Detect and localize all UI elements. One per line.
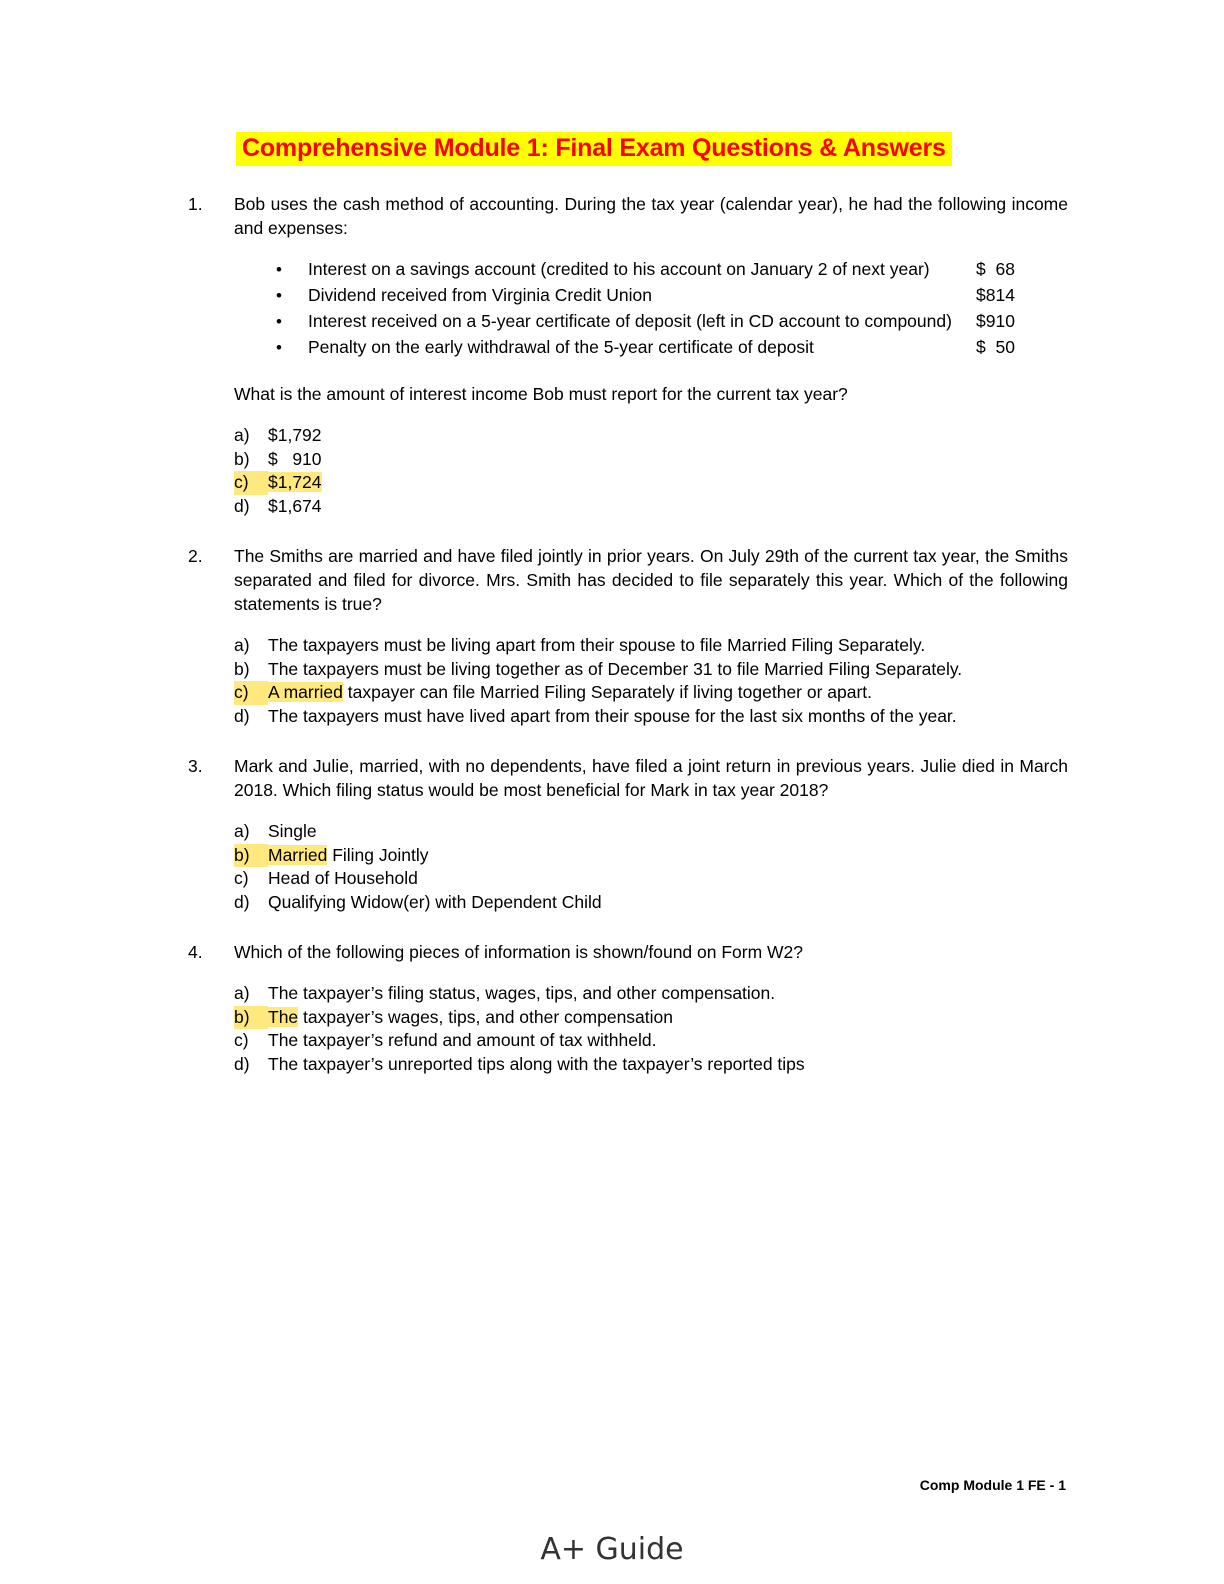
document-content <box>188 132 1068 1076</box>
answer-choice-text: The taxpayers must be living together as of December 31 to file Married Filing Separately. <box>268 658 963 679</box>
question-item <box>188 754 1068 914</box>
answer-choice-letter: a) <box>234 425 250 445</box>
footer-page-info: Comp Module 1 FE - 1 <box>919 1477 1066 1493</box>
list-item <box>272 284 1068 308</box>
answer-choice-text: $1,674 <box>268 495 322 516</box>
list-item <box>272 310 1068 334</box>
answer-choice[interactable] <box>234 448 1068 472</box>
answer-choice-text: The taxpayer’s filing status, wages, tips, and other compensation. <box>268 983 776 1003</box>
answer-choice[interactable] <box>234 634 1068 658</box>
page-title: Comprehensive Module 1: Final Exam Questions & Answers <box>236 132 952 166</box>
list-item-label: Dividend received from Virginia Credit Union <box>308 285 653 305</box>
answer-choice-text: The taxpayer’s unreported tips along with the taxpayer’s reported tips <box>268 1053 805 1074</box>
answer-choice-text: $1,792 <box>268 425 322 445</box>
answer-choice[interactable] <box>234 705 1068 729</box>
question-item <box>188 940 1068 1076</box>
list-item-label: Penalty on the early withdrawal of the 5-year certificate of deposit <box>308 337 814 357</box>
answer-choice-letter: a) <box>234 983 250 1003</box>
list-item-label: Interest received on a 5-year certificate of deposit (left in CD account to compound) <box>308 311 952 331</box>
answer-choice-letter: b) <box>234 448 250 469</box>
list-item <box>272 336 1068 360</box>
list-item-label: Interest on a savings account (credited to his account on January 2 of next year) <box>308 259 930 279</box>
answer-choice[interactable] <box>234 495 1068 519</box>
list-item <box>272 258 1068 282</box>
income-expense-list <box>272 258 1068 360</box>
question-item <box>188 192 1068 518</box>
answer-choice[interactable] <box>234 424 1068 448</box>
question-followup: What is the amount of interest income Bob must report for the current tax year? <box>234 384 848 404</box>
list-item-amount: $910 <box>976 311 1015 331</box>
answer-choice[interactable] <box>234 844 1068 868</box>
answer-choice-letter: a) <box>234 635 250 655</box>
answer-choices <box>234 982 1068 1076</box>
answer-choice-letter: a) <box>234 821 250 841</box>
question-item <box>188 544 1068 728</box>
answer-choice-text: Single <box>268 821 317 841</box>
answer-choice-letter: c) <box>234 471 268 495</box>
question-body <box>234 192 1068 518</box>
answer-choice[interactable] <box>234 681 1068 705</box>
bullet-icon: • <box>276 338 282 357</box>
answer-choice-letter: d) <box>234 705 250 726</box>
answer-choice-letter: b) <box>234 844 268 868</box>
answer-choice-text: $ 910 <box>268 448 322 469</box>
question-number: 1. <box>188 194 203 214</box>
answer-choice-letter: d) <box>234 495 250 516</box>
answer-choice[interactable] <box>234 471 1068 495</box>
answer-choice-letter: c) <box>234 868 249 888</box>
answer-choice-text: The taxpayers must be living apart from their spouse to file Married Filing Separately. <box>268 635 926 655</box>
answer-choice-text: The taxpayer’s wages, tips, and other compensation <box>268 1006 674 1027</box>
question-body <box>234 940 1068 1076</box>
highlighted-answer: The <box>268 1006 299 1027</box>
answer-choices <box>234 634 1068 728</box>
answer-choice-text: Qualifying Widow(er) with Dependent Child <box>268 891 602 912</box>
bullet-icon: • <box>276 286 282 305</box>
answer-choice-text: A married taxpayer can file Married Filing Separately if living together or apart. <box>268 682 873 702</box>
answer-choice[interactable] <box>234 891 1068 915</box>
list-item-amount: $814 <box>976 285 1015 305</box>
question-number: 2. <box>188 546 203 566</box>
answer-choice[interactable] <box>234 820 1068 844</box>
footer-brand: A+ Guide <box>540 1532 684 1567</box>
highlighted-answer: A married <box>268 682 343 702</box>
answer-choice[interactable] <box>234 982 1068 1006</box>
answer-choice[interactable] <box>234 1029 1068 1053</box>
answer-choice-text <box>268 471 1068 495</box>
bullet-icon: • <box>276 312 282 331</box>
question-stem: Mark and Julie, married, with no dependents, have filed a joint return in previous years. Julie died in March 2018. Which filing status would be most beneficial for Mark in tax year 2018? <box>234 756 1068 800</box>
answer-choice-text: The taxpayer’s refund and amount of tax withheld. <box>268 1030 657 1050</box>
answer-choice-letter: d) <box>234 891 250 912</box>
bullet-icon: • <box>276 260 282 279</box>
answer-choice-letter: c) <box>234 1030 249 1050</box>
answer-choice[interactable] <box>234 658 1068 682</box>
questions-container <box>188 192 1068 1076</box>
list-item-amount: $ 68 <box>976 259 1015 279</box>
list-item-amount: $ 50 <box>976 337 1015 357</box>
answer-choice[interactable] <box>234 867 1068 891</box>
question-number: 4. <box>188 942 203 962</box>
answer-choice-text: Married Filing Jointly <box>268 844 429 865</box>
question-body <box>234 544 1068 728</box>
answer-choices <box>234 424 1068 518</box>
question-stem: The Smiths are married and have filed jointly in prior years. On July 29th of the current tax year, the Smiths separated and filed for divorce. Mrs. Smith has decided to file separately this year. Which of the following statements is true? <box>234 546 1068 614</box>
answer-choice-letter: b) <box>234 1006 268 1030</box>
answer-choice[interactable] <box>234 1053 1068 1077</box>
question-stem: Bob uses the cash method of accounting. During the tax year (calendar year), he had the following income and expenses: <box>234 194 1068 238</box>
highlighted-answer: $1,724 <box>268 472 322 492</box>
question-body <box>234 754 1068 914</box>
highlighted-answer: Married <box>268 844 328 865</box>
answer-choice-letter: b) <box>234 658 250 679</box>
question-number: 3. <box>188 756 203 776</box>
question-stem: Which of the following pieces of information is shown/found on Form W2? <box>234 942 804 962</box>
answer-choice-letter: c) <box>234 681 268 705</box>
answer-choice-text: Head of Household <box>268 868 418 888</box>
answer-choice-text: The taxpayers must have lived apart from their spouse for the last six months of the year. <box>268 705 957 726</box>
answer-choice[interactable] <box>234 1006 1068 1030</box>
answer-choices <box>234 820 1068 914</box>
answer-choice-letter: d) <box>234 1053 250 1074</box>
